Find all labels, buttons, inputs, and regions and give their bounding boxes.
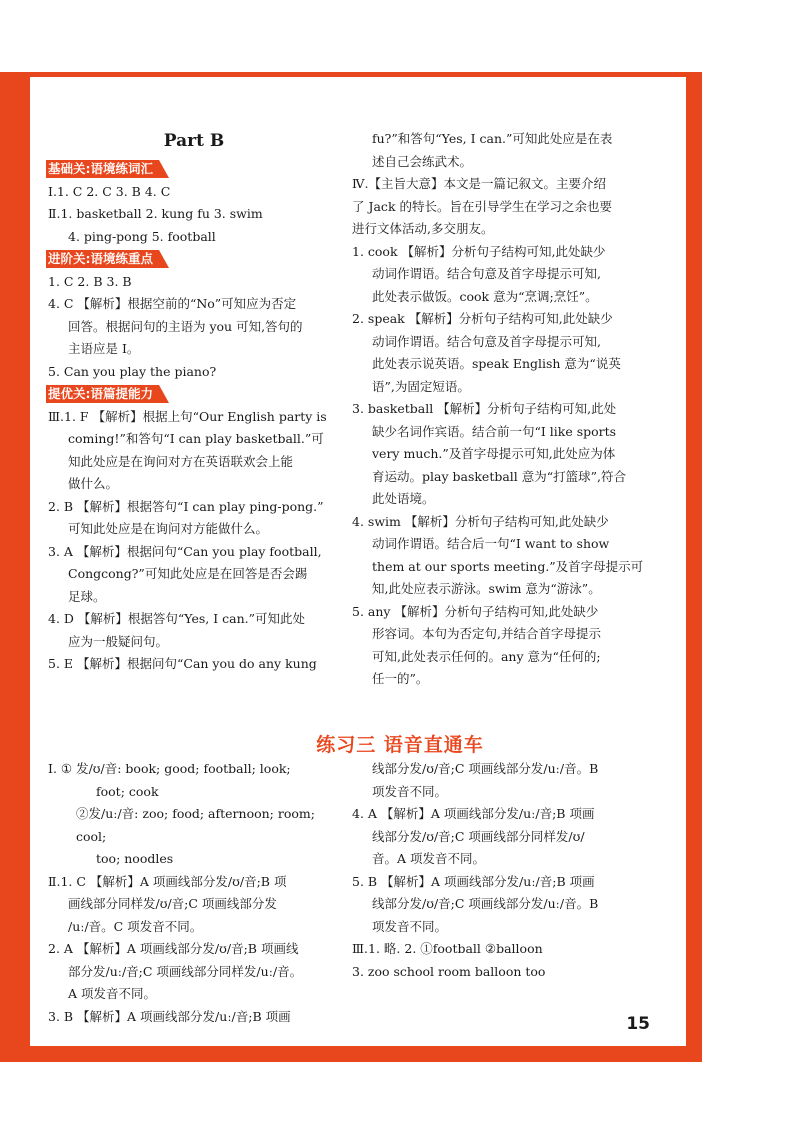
section-label-basic: 基础关:语境练词汇 bbox=[46, 160, 159, 178]
answer-line: 缺少名词作宾语。结合前一句“I like sports bbox=[372, 423, 617, 439]
answer-line: 动词作谓语。结合后一句“I want to show bbox=[372, 536, 610, 551]
left-bottom-column bbox=[48, 758, 340, 1028]
page-frame-left bbox=[0, 72, 30, 1062]
right-bottom-column bbox=[352, 758, 644, 983]
page-frame-right bbox=[686, 72, 702, 1062]
answer-line: 线部分发/ʊ/音;C 项画线部分发/uː/音。B bbox=[372, 761, 599, 776]
answer-line: too; noodles bbox=[96, 851, 174, 866]
answer-line: Ⅱ.1. basketball 2. kung fu 3. swim bbox=[48, 206, 263, 221]
answer-line: 主语应是 I。 bbox=[68, 341, 140, 356]
answer-line: 动词作谓语。结合句意及首字母提示可知, bbox=[372, 333, 601, 349]
answer-line: them at our sports meeting.”及首字母提示可 bbox=[372, 558, 644, 574]
answer-line: 可知此处应是在询问对方能做什么。 bbox=[68, 521, 269, 536]
answer-line: 育运动。play basketball 意为“打篮球”,符合 bbox=[372, 468, 627, 484]
answer-line: 语”,为固定短语。 bbox=[372, 378, 470, 394]
answer-line: Ⅳ.【主旨大意】本文是一篇记叙文。主要介绍 bbox=[352, 176, 606, 191]
answer-line: 3. zoo school room balloon too bbox=[352, 963, 546, 979]
answer-line: 足球。 bbox=[68, 588, 106, 604]
answer-line: 音。A 项发音不同。 bbox=[372, 851, 486, 866]
answer-line: 3. B 【解析】A 项画线部分发/uː/音;B 项画 bbox=[48, 1008, 291, 1024]
answer-line: 3. basketball 【解析】分析句子结构可知,此处 bbox=[352, 401, 617, 416]
answer-line: 述自己会练武术。 bbox=[372, 153, 473, 169]
answer-line: Congcong?”可知此处应是在回答是否会踢 bbox=[68, 566, 308, 581]
answer-line: ②发/uː/音: zoo; food; afternoon; room; cool; bbox=[76, 806, 315, 844]
answer-line: 4. ping-pong 5. football bbox=[68, 228, 216, 244]
answer-line: 进行文体活动,多交朋友。 bbox=[352, 221, 494, 236]
answer-line: 4. D 【解析】根据答句“Yes, I can.”可知此处 bbox=[48, 611, 305, 626]
answer-line: 线部分发/ʊ/音;C 项画线部分同样发/ʊ/ bbox=[372, 828, 585, 844]
answer-line: 4. swim 【解析】分析句子结构可知,此处缺少 bbox=[352, 513, 609, 529]
page-number: 15 bbox=[626, 1014, 650, 1034]
answer-line: foot; cook bbox=[96, 783, 159, 799]
answer-line: 此处语境。 bbox=[372, 491, 435, 506]
answer-line: 了 Jack 的特长。旨在引导学生在学习之余也要 bbox=[352, 198, 612, 214]
answer-line: 动词作谓语。结合句意及首字母提示可知, bbox=[372, 266, 601, 281]
answer-line: 此处表示做饭。cook 意为“烹调;烹饪”。 bbox=[372, 288, 598, 304]
answer-line: 形容词。本句为否定句,并结合首字母提示 bbox=[372, 626, 601, 641]
answer-line: 2. B 【解析】根据答句“I can play ping-pong.” bbox=[48, 498, 324, 514]
answer-line: 线部分发/ʊ/音;C 项画线部分发/uː/音。B bbox=[372, 896, 599, 911]
answer-line: Ⅲ.1. F 【解析】根据上句“Our English party is bbox=[48, 408, 327, 424]
answer-line: fu?”和答句“Yes, I can.”可知此处应是在表 bbox=[372, 131, 613, 146]
answer-line: very much.”及首字母提示可知,此处应为体 bbox=[372, 446, 616, 461]
answer-line: 此处表示说英语。speak English 意为“说英 bbox=[372, 356, 621, 371]
part-title: Part B bbox=[163, 131, 225, 151]
answer-line: 1. cook 【解析】分析句子结构可知,此处缺少 bbox=[352, 243, 606, 259]
page-frame-bottom bbox=[0, 1046, 702, 1062]
answer-line: 做什么。 bbox=[68, 476, 119, 491]
answer-line: 画线部分同样发/ʊ/音;C 项画线部分发 bbox=[68, 896, 277, 911]
answer-line: 2. A 【解析】A 项画线部分发/ʊ/音;B 项画线 bbox=[48, 941, 299, 956]
answer-line: 可知,此处表示任何的。any 意为“任何的; bbox=[372, 648, 601, 664]
answer-line: Ⅲ.1. 略. 2. ①football ②balloon bbox=[352, 941, 543, 956]
right-top-column bbox=[352, 128, 644, 691]
answer-line: 部分发/uː/音;C 项画线部分同样发/uː/音。 bbox=[68, 963, 303, 979]
answer-line: 项发音不同。 bbox=[372, 918, 448, 934]
answer-line: 4. C 【解析】根据空前的“No”可知应为否定 bbox=[48, 296, 297, 311]
answer-line: Ⅱ.1. C 【解析】A 项画线部分发/ʊ/音;B 项 bbox=[48, 873, 287, 889]
answer-line: 项发音不同。 bbox=[372, 783, 448, 799]
answer-line: 回答。根据问句的主语为 you 可知,答句的 bbox=[68, 318, 303, 334]
answer-line: 2. speak 【解析】分析句子结构可知,此处缺少 bbox=[352, 311, 613, 326]
answer-line: 知,此处应表示游泳。swim 意为“游泳”。 bbox=[372, 581, 601, 596]
answer-line: 5. E 【解析】根据问句“Can you do any kung bbox=[48, 656, 317, 671]
section-label-advanced: 进阶关:语境练重点 bbox=[46, 250, 159, 268]
answer-line: 5. Can you play the piano? bbox=[48, 363, 217, 379]
answer-line: 5. any 【解析】分析句子结构可知,此处缺少 bbox=[352, 603, 599, 619]
answer-line: 4. A 【解析】A 项画线部分发/uː/音;B 项画 bbox=[352, 806, 595, 821]
answer-line: 3. A 【解析】根据问句“Can you play football, bbox=[48, 543, 322, 559]
answer-line: 任一的”。 bbox=[372, 671, 429, 686]
answer-line: 知此处应是在询问对方在英语联欢会上能 bbox=[68, 453, 294, 469]
section-title: 练习三 语音直通车 bbox=[316, 734, 484, 756]
answer-line: 应为一般疑问句。 bbox=[68, 633, 169, 649]
left-top-column bbox=[48, 128, 340, 676]
answer-line: Ⅰ.1. C 2. C 3. B 4. C bbox=[48, 183, 171, 199]
answer-line: 1. C 2. B 3. B bbox=[48, 273, 132, 289]
answer-line: A 项发音不同。 bbox=[68, 986, 157, 1001]
section-label-excellence: 提优关:语篇提能力 bbox=[46, 385, 159, 403]
answer-line: /uː/音。C 项发音不同。 bbox=[68, 918, 203, 934]
answer-line: coming!”和答句“I can play basketball.”可 bbox=[68, 431, 324, 446]
answer-line: 5. B 【解析】A 项画线部分发/uː/音;B 项画 bbox=[352, 873, 595, 889]
answer-line: Ⅰ. ① 发/ʊ/音: book; good; football; look; bbox=[48, 761, 291, 776]
